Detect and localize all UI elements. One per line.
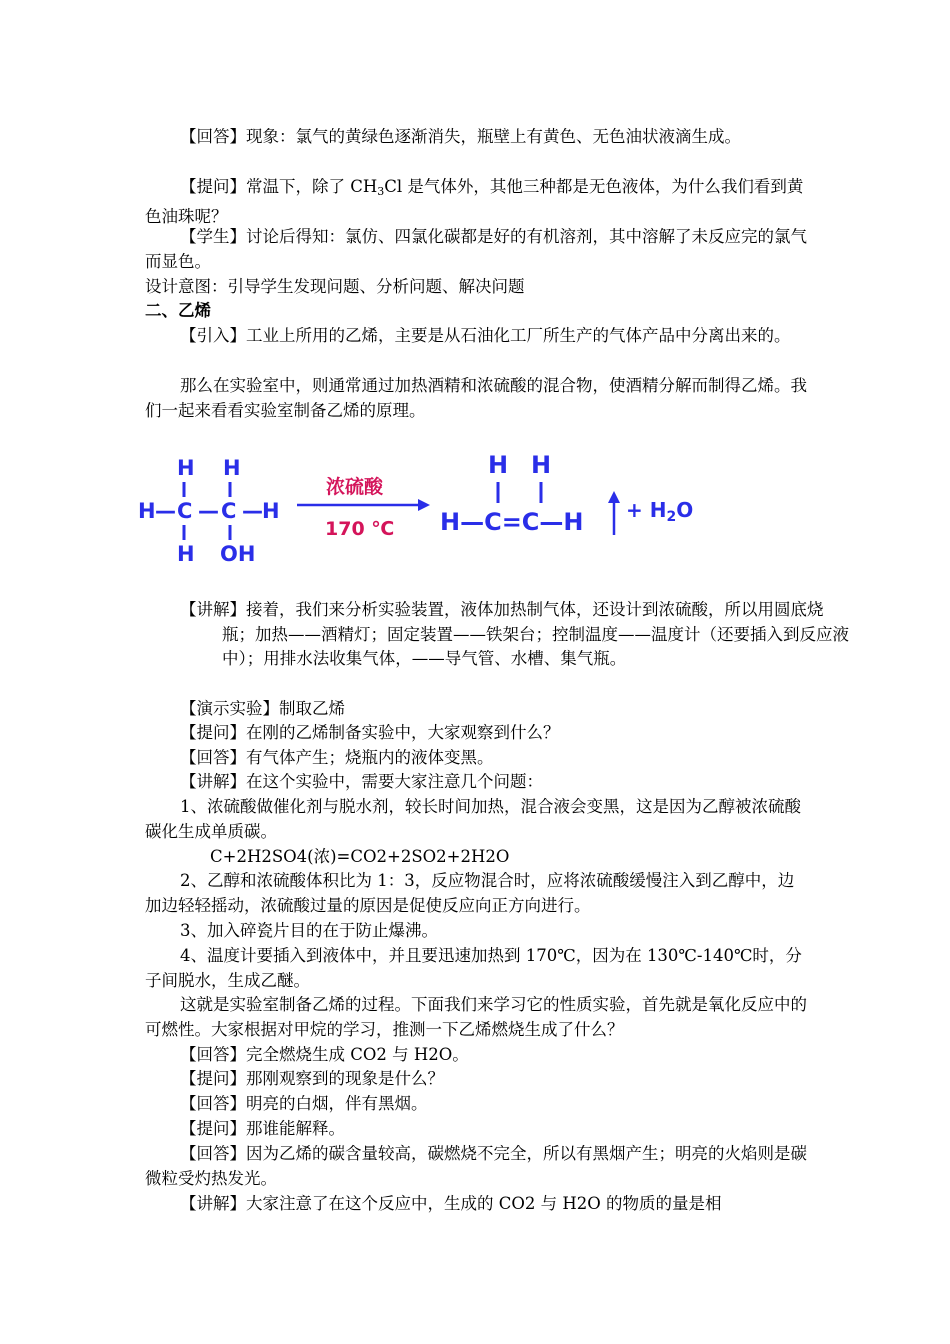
answer-observation: 【回答】有气体产生；烧瓶内的液体变黑。 [180,748,494,767]
demo-experiment: 【演示实验】制取乙烯 [180,699,345,718]
answer-carbon-content: 【回答】因为乙烯的碳含量较高，碳燃烧不完全，所以有黑烟产生；明亮的火焰则是碳微粒受灼热发光。 [145,1144,807,1188]
reactant-bottom-h: H [177,542,195,566]
catalyst-label: 浓硫酸 [326,476,384,498]
carbonization-equation: C+2H2SO4(浓)=CO2+2SO2+2H2O [210,847,510,866]
ethylene-reaction-diagram [130,445,710,575]
question-explain: 【提问】那谁能解释。 [180,1119,345,1138]
product-top-h1: H [488,451,509,479]
reactant-bond-left: — [155,499,176,523]
design-intent: 设计意图：引导学生发现问题、分析问题、解决问题 [145,277,525,296]
reactant-top-h2: H [223,456,241,480]
reactant-bond-right: — [242,499,263,523]
reactant-c1: C [177,499,193,523]
answer-smoke: 【回答】明亮的白烟，伴有黑烟。 [180,1094,428,1113]
lab-preparation-intro: 那么在实验室中，则通常通过加热酒精和浓硫酸的混合物，使酒精分解而制得乙烯。我们一起来看看实验室制备乙烯的原理。 [145,376,807,420]
gas-arrow-head [608,491,620,503]
explanation-mole-ratio: 【讲解】大家注意了在这个反应中，生成的 CO2 与 H2O 的物质的量是相 [180,1194,722,1213]
note-4: 4、温度计要插入到液体中，并且要迅速加热到 170℃，因为在 130℃-140℃时，分子间脱水，生成乙醚。 [145,946,802,990]
section-title: 二、乙烯 [145,301,211,320]
explanation-apparatus: 【讲解】接着，我们来分析实验装置，液体加热制气体，还设计到浓硫酸，所以用圆底烧瓶；加热——酒精灯；固定装置——铁架台；控制温度——温度计（还要插入到反应液中）；用排水法收集气体，——导气管、水槽、集气瓶。 [180,600,849,668]
product-chain: H—C=C—H [440,508,584,536]
note-3: 3、加入碎瓷片目的在于防止爆沸。 [180,921,438,940]
question-phenomenon: 【提问】那刚观察到的现象是什么？ [180,1069,444,1088]
product-top-h2: H [531,451,552,479]
student-discussion: 【学生】讨论后得知：氯仿、四氯化碳都是好的有机溶剂，其中溶解了未反应完的氯气而显色。 [145,227,807,271]
reactant-top-h1: H [177,456,195,480]
question-oil-droplets: 【提问】常温下，除了 $CH_3Cl$ 是气体外，其他三种都是无色液体，为什么我们看到黄色油珠呢？ [145,177,804,226]
reactant-c2: C [221,499,237,523]
answer-phenomenon: 【回答】现象：氯气的黄绿色逐渐消失，瓶壁上有黄色、无色油状液滴生成。 [180,127,741,146]
explanation-notes: 【讲解】在这个实验中，需要大家注意几个问题： [180,772,543,791]
note-1: 1、浓硫酸做催化剂与脱水剂，较长时间加热，混合液会变黑，这是因为乙醇被浓硫酸碳化生成单质碳。 [145,797,801,841]
reactant-right-h: H [262,499,280,523]
note-2: 2、乙醇和浓硫酸体积比为 1：3，反应物混合时，应将浓硫酸缓慢注入到乙醇中，边加边轻轻摇动，浓硫酸过量的原因是促使反应向正方向进行。 [145,871,795,915]
properties-intro: 这就是实验室制备乙烯的过程。下面我们来学习它的性质实验，首先就是氧化反应中的可燃性。大家根据对甲烷的学习，推测一下乙烯燃烧生成了什么？ [145,995,807,1039]
byproduct-water: + $H_2O$ [626,498,694,525]
temperature-label: 170 ℃ [325,518,395,540]
reactant-bond-cc: — [198,499,219,523]
reactant-bottom-oh: OH [220,542,256,566]
reaction-arrow-head [418,499,430,511]
introduction: 【引入】工业上所用的乙烯，主要是从石油化工厂所生产的气体产品中分离出来的。 [180,326,791,345]
question-observation: 【提问】在刚的乙烯制备实验中，大家观察到什么？ [180,723,560,742]
answer-combustion: 【回答】完全燃烧生成 CO2 与 H2O。 [180,1045,469,1064]
reactant-left-h: H [138,499,156,523]
